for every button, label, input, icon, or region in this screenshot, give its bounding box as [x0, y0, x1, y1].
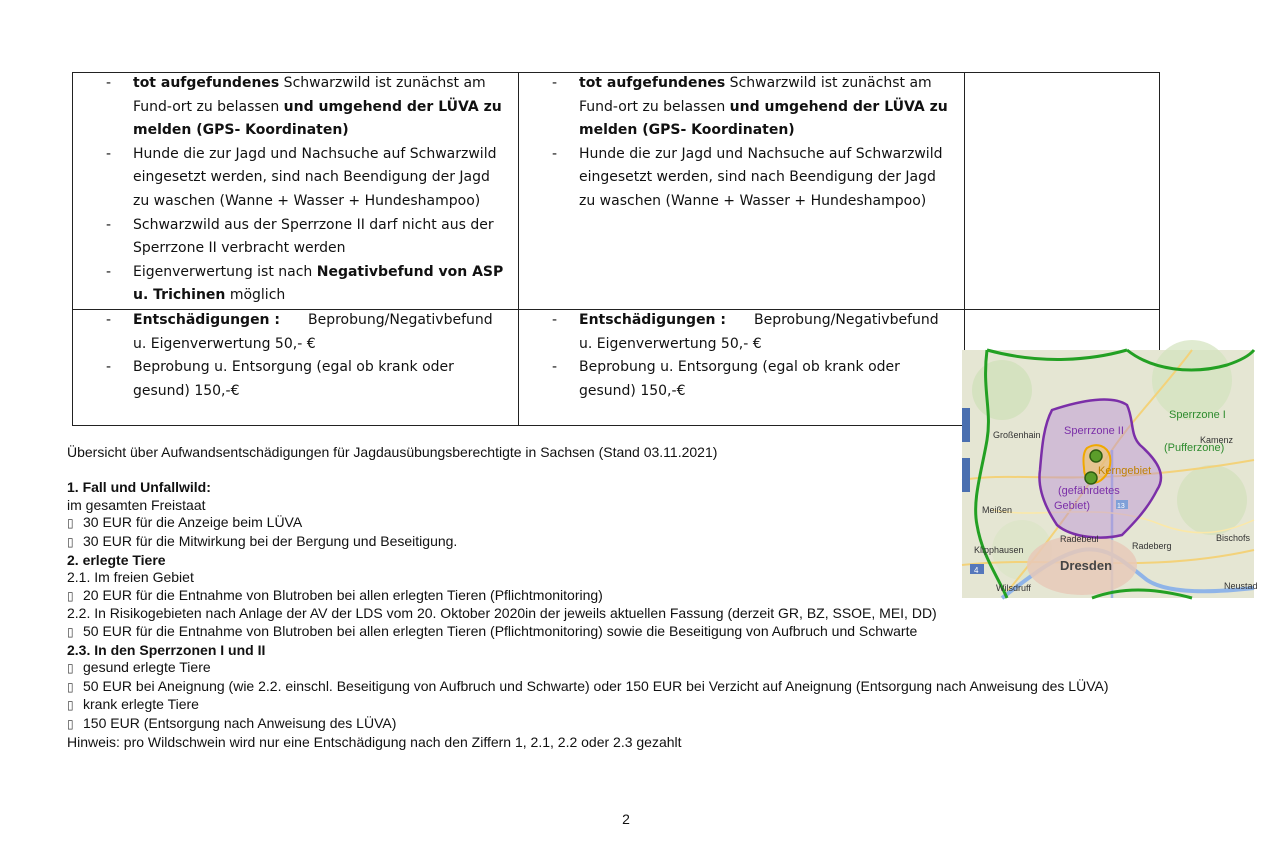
- label-road-13: 13: [1117, 503, 1125, 510]
- checkbox-line: [67, 696, 1177, 715]
- overview-intro: Übersicht über Aufwandsentschädigungen für Jagdausübungsberechtigte in Sachsen (Stand 03.11.2021): [67, 444, 718, 460]
- missing-glyph-icon: ▯: [67, 679, 74, 694]
- text: Beprobung u. Entsorgung (egal ob krank oder gesund) 150,-€: [133, 359, 454, 399]
- missing-glyph-icon: ▯: [67, 661, 74, 676]
- section-heading: [67, 552, 1177, 570]
- label-pufferzone: (Pufferzone): [1164, 442, 1225, 454]
- bullet-item: [518, 143, 954, 214]
- label-kamenz: Kamenz: [1200, 435, 1234, 445]
- bold-text: und umgehend der LÜVA zu melden (GPS- Koordinaten): [133, 98, 502, 139]
- label-sperrzone-1: Sperrzone I: [1169, 409, 1226, 421]
- bullet-list: [518, 72, 954, 214]
- bullet-item: [518, 356, 954, 403]
- bold-text: Entschädigungen :: [133, 312, 280, 328]
- line-text: krank erlegte Tiere: [83, 696, 199, 713]
- label-klipphausen: Klipphausen: [974, 545, 1024, 555]
- text-line: [67, 497, 1177, 515]
- line-text: 2.2. In Risikogebieten nach Anlage der AV der LDS vom 20. Oktober 2020in der jeweils aktuellen Fassung (derzeit GR, BZ, SSOE, MEI, DD): [67, 605, 937, 622]
- line-text: Hinweis: pro Wildschwein wird nur eine Entschädigung nach den Ziffern 1, 2.1, 2.2 oder 2.3 gezahlt: [67, 733, 682, 750]
- overview-lines: [67, 479, 1177, 751]
- missing-glyph-icon: ▯: [67, 624, 74, 639]
- bold-text: tot aufgefundenes: [133, 75, 280, 91]
- text: Beprobung/Negativbefund u. Eigenverwertung 50,- €: [133, 312, 493, 352]
- checkbox-line: [67, 659, 1177, 678]
- bold-text: Entschädigungen :: [579, 312, 726, 328]
- line-text: 30 EUR für die Mitwirkung bei der Bergung und Beseitigung.: [83, 532, 458, 549]
- text: Schwarzwild aus der Sperrzone II darf nicht aus der Sperrzone II verbracht werden: [133, 216, 494, 257]
- table-cell-r1-c2: [518, 72, 954, 214]
- bullet-list: [72, 309, 508, 403]
- label-meissen: Meißen: [982, 505, 1013, 515]
- text-line: [67, 569, 1177, 587]
- label-wilsdruff: Wilsdruff: [996, 583, 1031, 593]
- label-gefaehrdetes: (gefährdetes: [1058, 485, 1120, 497]
- table-cell-r2-c2: [518, 309, 954, 403]
- checkbox-line: [67, 514, 1177, 533]
- line-text: 1. Fall und Unfallwild:: [67, 479, 211, 496]
- label-radeberg: Radeberg: [1132, 541, 1172, 551]
- line-text: 2. erlegte Tiere: [67, 551, 166, 568]
- checkbox-line: [67, 715, 1177, 734]
- table-cell-r2-c1: [72, 309, 508, 403]
- line-text: gesund erlegte Tiere: [83, 659, 211, 676]
- bullet-item: [72, 356, 508, 403]
- line-text: 2.3. In den Sperrzonen I und II: [67, 641, 266, 658]
- text: möglich: [225, 287, 286, 304]
- section-heading: [67, 642, 1177, 660]
- bullet-item: [72, 72, 508, 143]
- line-text: 150 EUR (Entsorgung nach Anweisung des LÜVA): [83, 714, 397, 731]
- missing-glyph-icon: ▯: [67, 588, 74, 603]
- label-sperrzone-2: Sperrzone II: [1064, 425, 1124, 437]
- line-text: 50 EUR bei Aneignung (wie 2.2. einschl. Beseitigung von Aufbruch und Schwarte) oder 150 EUR bei Verzicht auf Aneignung (Entsorgung nach Anweisung des LÜVA): [83, 677, 1109, 694]
- line-text: im gesamten Freistaat: [67, 496, 206, 513]
- checkbox-line: [67, 587, 1177, 606]
- bullet-item: [518, 72, 954, 143]
- line-text: 30 EUR für die Anzeige beim LÜVA: [83, 514, 303, 531]
- text: Hunde die zur Jagd und Nachsuche auf Schwarzwild eingesetzt werden, sind nach Beendigung der Jagd zu waschen (Wanne + Wasser + Hundeshampoo): [133, 145, 497, 209]
- text-line: [67, 605, 1177, 623]
- missing-glyph-icon: ▯: [67, 534, 74, 549]
- line-text: 20 EUR für die Entnahme von Blutroben bei allen erlegten Tieren (Pflichtmonitoring): [83, 586, 603, 603]
- label-road-4: 4: [974, 566, 979, 575]
- bullet-item: [72, 143, 508, 214]
- label-dresden: Dresden: [1060, 558, 1113, 573]
- checkbox-line: [67, 623, 1177, 642]
- text-line: [67, 734, 1177, 752]
- bullet-list: [72, 72, 508, 308]
- text: Schwarzwild ist zunächst am Fund-ort zu belassen: [579, 75, 932, 115]
- text: Hunde die zur Jagd und Nachsuche auf Schwarzwild eingesetzt werden, sind nach Beendigung der Jagd zu waschen (Wanne + Wasser + Hundeshampoo): [579, 145, 943, 209]
- text: Beprobung/Negativbefund u. Eigenverwertung 50,- €: [579, 312, 939, 352]
- bullet-item: [518, 309, 954, 356]
- checkbox-line: [67, 678, 1177, 697]
- label-kerngebiet: Kerngebiet: [1098, 465, 1152, 477]
- bullet-item: [72, 214, 508, 261]
- text: Beprobung u. Entsorgung (egal ob krank oder gesund) 150,-€: [579, 359, 900, 399]
- page-number: 2: [622, 811, 630, 827]
- bold-text: und umgehend der LÜVA zu melden (GPS- Koordinaten): [579, 98, 948, 139]
- label-gebiet: Gebiet): [1054, 500, 1091, 512]
- bold-text: tot aufgefundenes: [579, 75, 726, 91]
- label-neustadt: Neustad: [1224, 581, 1258, 591]
- missing-glyph-icon: ▯: [67, 698, 74, 713]
- compensation-overview: [67, 444, 1177, 751]
- text: Eigenverwertung ist nach: [133, 263, 317, 280]
- label-radebeul: Radebeul: [1060, 534, 1099, 544]
- missing-glyph-icon: ▯: [67, 516, 74, 531]
- checkbox-line: [67, 533, 1177, 552]
- line-text: 2.1. Im freien Gebiet: [67, 569, 194, 586]
- label-bischofs: Bischofs: [1216, 533, 1251, 543]
- bullet-item: [72, 309, 508, 356]
- line-text: 50 EUR für die Entnahme von Blutroben bei allen erlegten Tieren (Pflichtmonitoring) sowie die Beseitigung von Aufbruch und Schwarte: [83, 622, 918, 639]
- text: Schwarzwild ist zunächst am Fund-ort zu belassen: [133, 75, 486, 115]
- label-grossenhain: Großenhain: [993, 430, 1041, 440]
- bullet-list: [518, 309, 954, 403]
- section-heading: [67, 479, 1177, 497]
- missing-glyph-icon: ▯: [67, 716, 74, 731]
- bold-text: Negativbefund von ASP u. Trichinen: [133, 263, 504, 304]
- table-cell-r1-c1: [72, 72, 508, 308]
- bullet-item: [72, 261, 508, 308]
